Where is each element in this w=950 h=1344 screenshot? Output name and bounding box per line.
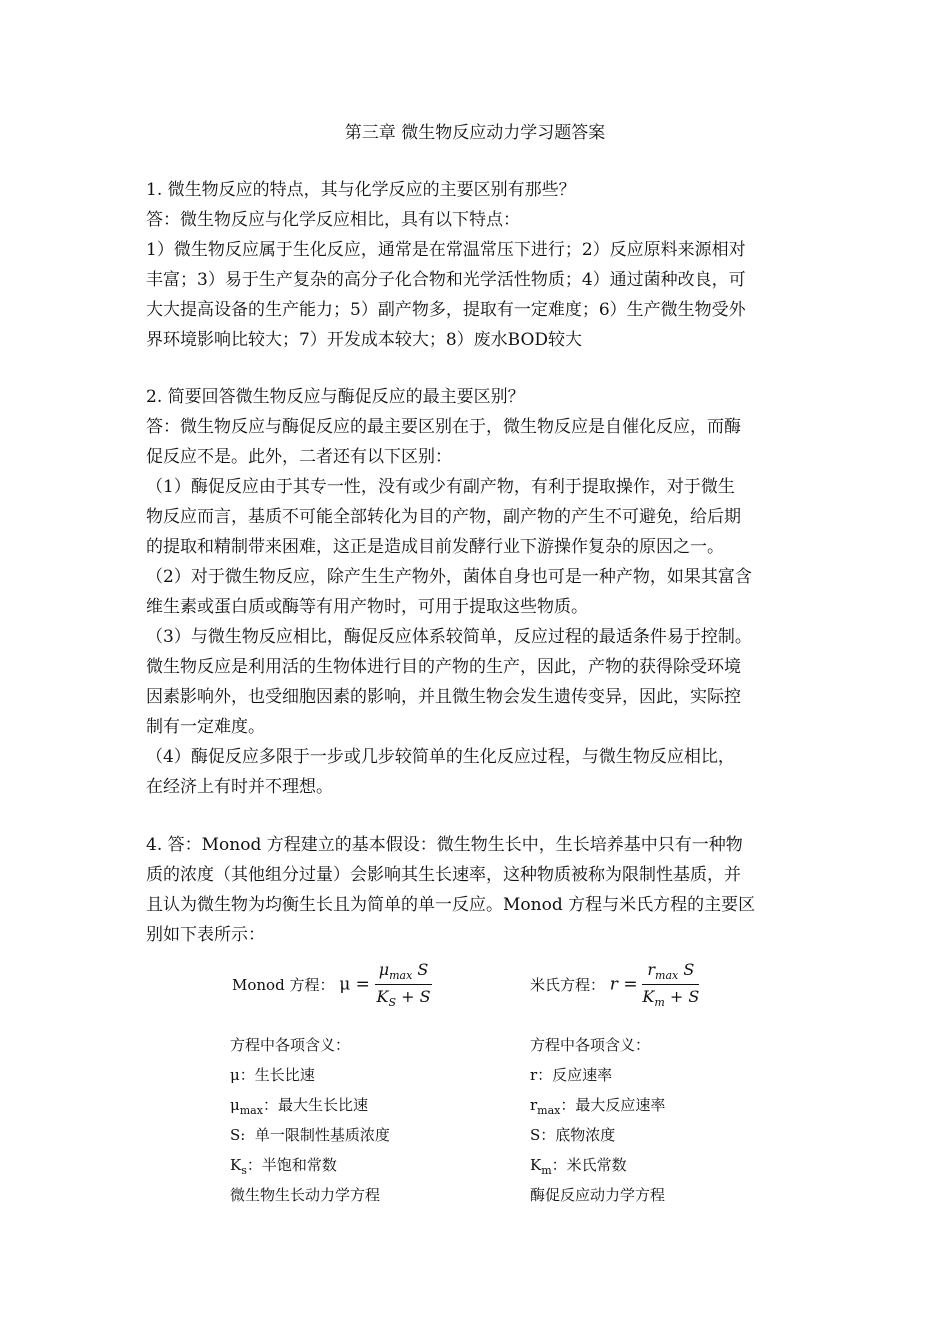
q2-line: （1）酶促反应由于其专一性，没有或少有副产物，有利于提取操作，对于微生 <box>146 477 735 497</box>
mm-equation <box>530 960 699 1009</box>
den-subscript: m <box>654 996 665 1010</box>
den-tail: + S <box>669 987 700 1007</box>
monod-equation <box>232 960 432 1009</box>
q2-line: （4）酶促反应多限于一步或几步较简单的生化反应过程，与微生物反应相比， <box>146 747 735 767</box>
mm-term <box>530 1094 665 1117</box>
q4-line: 且认为微生物为均衡生长且为简单的单一反应。Monod 方程与米氏方程的主要区 <box>146 895 756 915</box>
q2-line: 2. 简要回答微生物反应与酶促反应的最主要区别？ <box>146 387 525 407</box>
monod-term <box>230 1064 315 1087</box>
mm-term <box>530 1154 627 1177</box>
mm-term <box>530 1124 615 1147</box>
term-subscript: max <box>537 1104 561 1117</box>
term-symbol: S <box>530 1126 541 1144</box>
monod-denominator <box>375 985 433 1009</box>
q2-line: 的提取和精制带来困难，这正是造成目前发酵行业下游操作复杂的原因之一。 <box>146 537 724 557</box>
den-symbol: K <box>642 987 655 1007</box>
q2-line: 促反应不是。此外，二者还有以下区别： <box>146 447 452 467</box>
q1-line: 丰富；3）易于生产复杂的高分子化合物和光学活性物质；4）通过菌种改良，可 <box>146 270 746 290</box>
monod-lhs: μ = <box>339 974 370 995</box>
monod-footer: 微生物生长动力学方程 <box>230 1186 381 1204</box>
mm-meaning-header: 方程中各项含义： <box>530 1036 651 1054</box>
q2-line: 物反应而言，基质不可能全部转化为目的产物，副产物的产生不可避免，给后期 <box>146 507 741 527</box>
den-subscript: S <box>388 996 397 1010</box>
term-symbol: μ <box>230 1066 240 1084</box>
mm-footer: 酶促反应动力学方程 <box>530 1186 666 1204</box>
mm-denominator <box>642 985 699 1009</box>
question-2 <box>146 382 808 802</box>
mm-lhs: r = <box>609 974 638 995</box>
q1-line: 答：微生物反应与化学反应相比，具有以下特点： <box>146 210 520 230</box>
mm-label: 米氏方程： <box>530 976 606 995</box>
term-description: ：反应速率 <box>537 1066 613 1084</box>
q4-line: 质的浓度（其他组分过量）会影响其生长速率，这种物质被称为限制性基质，并 <box>146 865 741 885</box>
den-symbol: K <box>376 987 389 1007</box>
term-description: ：米氏常数 <box>551 1156 627 1174</box>
term-subscript: max <box>239 1104 263 1117</box>
q1-line: 界环境影响比较大；7）开发成本较大；8）废水BOD较大 <box>146 330 583 350</box>
term-subscript: m <box>541 1164 552 1177</box>
q2-line: 答：微生物反应与酶促反应的最主要区别在于，微生物反应是自催化反应，而酶 <box>146 417 741 437</box>
mm-term <box>530 1064 612 1087</box>
monod-term <box>230 1154 337 1177</box>
q2-line: 维生素或蛋白质或酶等有用产物时，可用于提取这些物质。 <box>146 597 588 617</box>
question-4 <box>146 830 808 950</box>
question-1 <box>146 175 808 355</box>
term-description: ：生长比速 <box>239 1066 315 1084</box>
q2-line: 在经济上有时并不理想。 <box>146 777 333 797</box>
q1-line: 1）微生物反应属于生化反应，通常是在常温常压下进行；2）反应原料来源相对 <box>146 240 746 260</box>
term-symbol: r <box>530 1096 538 1114</box>
q4-line: 别如下表所示： <box>146 925 265 945</box>
term-description: ：最大反应速率 <box>560 1096 666 1114</box>
q1-line: 1. 微生物反应的特点，其与化学反应的主要区别有那些？ <box>146 180 576 200</box>
q2-line: （3）与微生物反应相比，酶促反应体系较简单，反应过程的最适条件易于控制。 <box>146 627 752 647</box>
monod-term <box>230 1124 390 1147</box>
monod-term <box>230 1094 368 1117</box>
q2-line: （2）对于微生物反应，除产生生产物外，菌体自身也可是一种产物，如果其富含 <box>146 567 752 587</box>
num-subscript: max <box>655 969 679 983</box>
term-symbol: K <box>530 1156 542 1174</box>
q2-line: 因素影响外，也受细胞因素的影响，并且微生物会发生遗传变异，因此，实际控 <box>146 687 741 707</box>
den-tail: + S <box>401 987 431 1007</box>
q2-line: 微生物反应是利用活的生物体进行目的产物的生产，因此，产物的获得除受环境 <box>146 657 741 677</box>
term-symbol: K <box>230 1156 242 1174</box>
term-description: ：底物浓度 <box>540 1126 616 1144</box>
monod-label: Monod 方程： <box>232 976 335 995</box>
term-description: ：最大生长比速 <box>262 1096 368 1114</box>
term-symbol: S: <box>230 1126 246 1144</box>
q2-line: 制有一定难度。 <box>146 717 265 737</box>
num-symbol: μ <box>378 960 390 979</box>
term-subscript: s <box>241 1164 247 1177</box>
q4-line: 4. 答：Monod 方程建立的基本假设：微生物生长中，生长培养基中只有一种物 <box>146 835 743 855</box>
num-tail: S <box>417 960 429 979</box>
monod-fraction <box>375 960 433 1009</box>
mm-numerator <box>642 960 699 985</box>
term-description: ：半饱和常数 <box>246 1156 337 1174</box>
num-symbol: r <box>647 960 656 979</box>
page-title: 第三章 微生物反应动力学习题答案 <box>344 123 606 143</box>
monod-numerator <box>375 960 433 985</box>
num-tail: S <box>683 960 695 979</box>
term-description: 单一限制性基质浓度 <box>245 1126 390 1144</box>
monod-meaning-header: 方程中各项含义： <box>230 1036 351 1054</box>
mm-fraction <box>642 960 699 1009</box>
q1-line: 大大提高设备的生产能力；5）副产物多，提取有一定难度；6）生产微生物受外 <box>146 300 746 320</box>
term-symbol: r <box>530 1066 538 1084</box>
num-subscript: max <box>389 969 413 983</box>
term-symbol: μ <box>230 1096 240 1114</box>
